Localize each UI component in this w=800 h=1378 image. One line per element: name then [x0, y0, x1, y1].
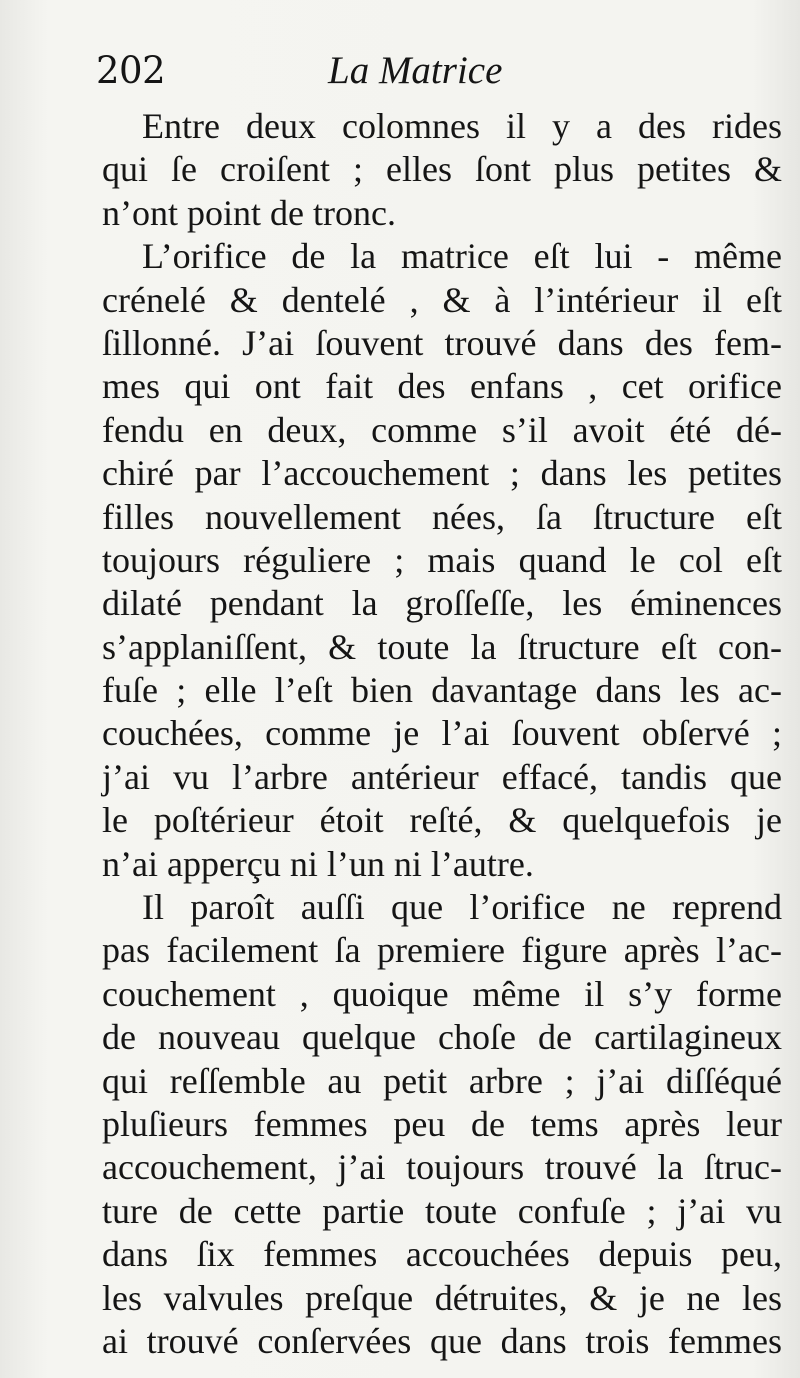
text-line: couchement , quoique même il s’y forme	[102, 973, 782, 1014]
text-line: les valvules preſque détruites, & je ne les	[102, 1277, 782, 1318]
text-line: pas facilement ſa premiere figure après l’ac-	[102, 930, 782, 971]
text-line: L’orifice de la matrice eſt lui - même	[142, 236, 782, 277]
text-line: ture de cette partie toute confuſe ; j’ai vu	[102, 1190, 782, 1231]
text-line: fuſe ; elle l’eſt bien davantage dans les ac-	[102, 670, 782, 711]
text-line: qui ſe croiſent ; elles ſont plus petites &	[102, 149, 782, 190]
text-line: ſillonné. J’ai ſouvent trouvé dans des fem-	[102, 322, 782, 363]
text-line: ai trouvé conſervées que dans trois femmes	[102, 1320, 782, 1361]
text-line: n’ai apperçu ni l’un ni l’autre.	[102, 843, 534, 884]
text-line: le poſtérieur étoit reſté, & quelquefois je	[102, 800, 782, 841]
text-line: qui reſſemble au petit arbre ; j’ai diſſéqué	[102, 1060, 782, 1101]
running-head: La Matrice	[328, 49, 503, 92]
page-number: 202	[96, 49, 166, 92]
text-line: couchées, comme je l’ai ſouvent obſervé ;	[102, 713, 782, 754]
text-line: Il paroît auſſi que l’orifice ne reprend	[142, 887, 782, 928]
text-line: dilaté pendant la groſſeſſe, les éminences	[102, 583, 782, 624]
text-line: dans ſix femmes accouchées depuis peu,	[102, 1234, 782, 1275]
text-line: filles nouvellement nées, ſa ſtructure eſt	[102, 496, 782, 537]
text-line: Entre deux colomnes il y a des rides	[142, 106, 782, 146]
text-line: fendu en deux, comme s’il avoit été dé-	[102, 409, 782, 450]
text-line: pluſieurs femmes peu de tems après leur	[102, 1103, 782, 1144]
text-line: crénelé & dentelé , & à l’intérieur il eſt	[102, 279, 782, 320]
text-line: chiré par l’accouchement ; dans les petites	[102, 453, 782, 494]
text-line: j’ai vu l’arbre antérieur effacé, tandis que	[102, 756, 782, 797]
text-line: de nouveau quelque choſe de cartilagineux	[102, 1017, 782, 1058]
page-header	[96, 46, 556, 96]
body-text	[102, 105, 782, 1363]
text-line: accouchement, j’ai toujours trouvé la ſtruc-	[102, 1147, 782, 1188]
text-line: s’applaniſſent, & toute la ſtructure eſt con-	[102, 626, 782, 667]
text-line: mes qui ont fait des enfans , cet orifice	[102, 366, 782, 407]
text-line: toujours réguliere ; mais quand le col eſt	[102, 539, 782, 580]
text-line: n’ont point de tronc.	[102, 192, 396, 233]
